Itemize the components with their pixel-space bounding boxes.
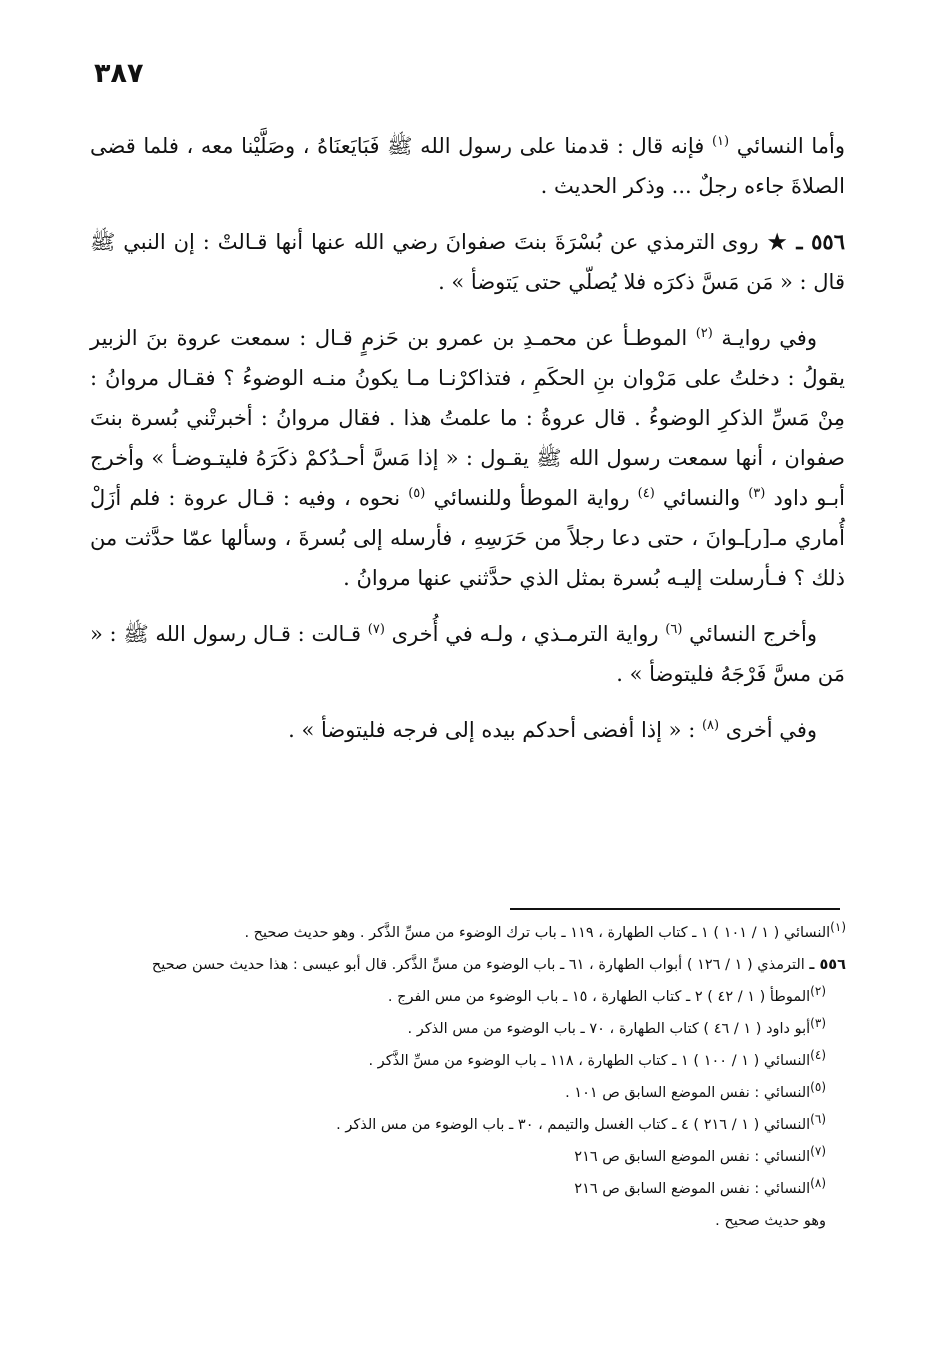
footnote-mark: (٢)	[810, 984, 826, 999]
text-segment: وأما النسائي	[736, 134, 845, 158]
paragraph-3	[90, 318, 845, 598]
text-segment: نحوه ، وفيه : قـال عروة : فلم أزَلْ أُماري مـ[ر]ـوانَ ، حتى دعا رجلاً من حَرَسِهِ ، فأرسله إلى بُسرةَ ، وسألها عمّا حدَّثت من ذلك ؟ فـأرسلت إليـه بُسرة بمثل الذي حدَّثني عنها مروانُ .	[90, 486, 845, 590]
footnote-4	[96, 1045, 846, 1077]
text-segment: : « إذا أفضى أحدكم بيده إلى فرجه فليتوضأ » .	[288, 718, 696, 742]
footnote-6	[96, 1109, 846, 1141]
footnote-text: النسائي : نفس الموضع السابق ص ٢١٦	[574, 1181, 811, 1197]
paragraph-1	[90, 126, 845, 206]
note-reference[interactable]: (٢)	[695, 326, 713, 341]
footnote-text: أبو داود ( ١ / ٤٦ ) كتاب الطهارة ، ٧٠ ـ باب الوضوء من مس الذكر .	[407, 1021, 811, 1037]
note-reference[interactable]: (٣)	[748, 486, 766, 501]
footnote-text: الترمذي ( ١ / ١٢٦ ) أبواب الطهارة ، ٦١ ـ باب الوضوء من مسِّ الذَّكر. قال أبو عيسى : هذا حديث حسن صحيح	[151, 957, 805, 973]
footnote-mark: (٥)	[810, 1080, 826, 1095]
footnote-3	[96, 1013, 846, 1045]
footnote-mark: (١)	[830, 920, 846, 935]
footnote-mark: (٧)	[810, 1144, 826, 1159]
footnote-2	[96, 981, 846, 1013]
text-segment: وفي روايـة	[721, 326, 817, 350]
footnote-text: النسائي : نفس الموضع السابق ص ١٠١ .	[565, 1085, 811, 1101]
text-segment: فإنه قال : قدمنا على رسول الله ﷺ فَبَايَعنَاهُ ، وصَلَّيْنا معه ، فلما قضى الصلاةَ جاءه رجلٌ ... وذكر الحديث .	[90, 134, 845, 198]
footnote-mark: (٤)	[810, 1048, 826, 1063]
footnotes	[96, 917, 846, 1237]
note-reference[interactable]: (١)	[711, 134, 730, 149]
text-segment: وأخرج النسائي	[689, 622, 817, 646]
hadith-number: ٥٥٦ ـ ★	[766, 229, 845, 254]
paragraph-5	[90, 710, 845, 750]
footnote-5	[96, 1077, 846, 1109]
footnote-separator	[510, 908, 840, 910]
note-reference[interactable]: (٨)	[701, 718, 720, 733]
text-segment: روى الترمذي عن بُسْرَةَ بنتَ صفوانَ رضي الله عنها أنها قـالتْ : إن النبي ﷺ قال : « مَن مَسَّ ذكرَه فلا يُصلّي حتى يَتوضأ » .	[90, 230, 845, 294]
note-reference[interactable]: (٥)	[408, 486, 426, 501]
text-segment: الموطـأ عن محمـدِ بن عمرو بن حَزمٍ قـال : سمعت عروة بنَ الزبير يقولُ : دخلتُ على مَرْوان بنِ الحكَمِ ، فتذاكرْنـا مـا يكونُ منـه الوضوءُ ؟ فقـال مروانُ : مِنْ مَسِّ الذكرِ الوضوءُ . قال عروةُ : ما علمتُ هذا . فقال مروانُ : أخبرتْني بُسرة بنتَ صفوان ، أنها سمعت رسول الله ﷺ يقـول : « إذا مَسَّ أحـدُكمْ ذكَرَهُ فليتـوضـأ » وأخرج أبـو داود	[90, 326, 845, 510]
footnote-mark: (٦)	[810, 1112, 826, 1127]
main-text	[90, 126, 845, 766]
text-segment: قـالت : قـال رسول الله ﷺ : « مَن مسَّ فَرْجَهُ فليتوضأ » .	[90, 622, 845, 686]
page-number: ٣٨٧	[94, 58, 144, 89]
footnote-text: النسائي : نفس الموضع السابق ص ٢١٦	[574, 1149, 811, 1165]
paragraph-4	[90, 614, 845, 694]
hadith-556	[90, 222, 845, 302]
note-reference[interactable]: (٤)	[637, 486, 655, 501]
footnote-mark: ٥٥٦ ـ	[809, 957, 846, 973]
footnote-text: وهو حديث صحيح .	[715, 1213, 826, 1229]
note-reference[interactable]: (٦)	[665, 622, 683, 637]
text-segment: وفي أخرى	[725, 718, 817, 742]
footnote-1	[96, 917, 846, 949]
note-reference[interactable]: (٧)	[367, 622, 385, 637]
text-segment: رواية الترمـذي ، ولـه في أُخرى	[391, 622, 659, 646]
footnote-mark: (٣)	[810, 1016, 826, 1031]
footnote-8	[96, 1173, 846, 1205]
footnote-text: النسائي ( ١ / ٢١٦ ) ٤ ـ كتاب الغسل والتيمم ، ٣٠ ـ باب الوضوء من مس الذكر .	[336, 1117, 811, 1133]
footnote-mark: (٨)	[810, 1176, 826, 1191]
footnote-7	[96, 1141, 846, 1173]
footnote-556	[96, 949, 846, 981]
footnote-text: الموطأ ( ١ / ٤٢ ) ٢ ـ كتاب الطهارة ، ١٥ ـ باب الوضوء من مس الفرج .	[387, 989, 811, 1005]
footnote-text: النسائي ( ١ / ١٠٠ ) ١ ـ كتاب الطهارة ، ١١٨ ـ باب الوضوء من مسِّ الذَّكر .	[368, 1053, 811, 1069]
footnote-text: النسائي ( ١ / ١٠١ ) ١ ـ كتاب الطهارة ، ١١٩ ـ باب ترك الوضوء من مسِّ الذَّكر . وهو حديث صحيح .	[244, 925, 831, 941]
footnote-continuation	[96, 1205, 846, 1237]
text-segment: رواية الموطأ وللنسائي	[433, 486, 630, 510]
text-segment: والنسائي	[662, 486, 741, 510]
